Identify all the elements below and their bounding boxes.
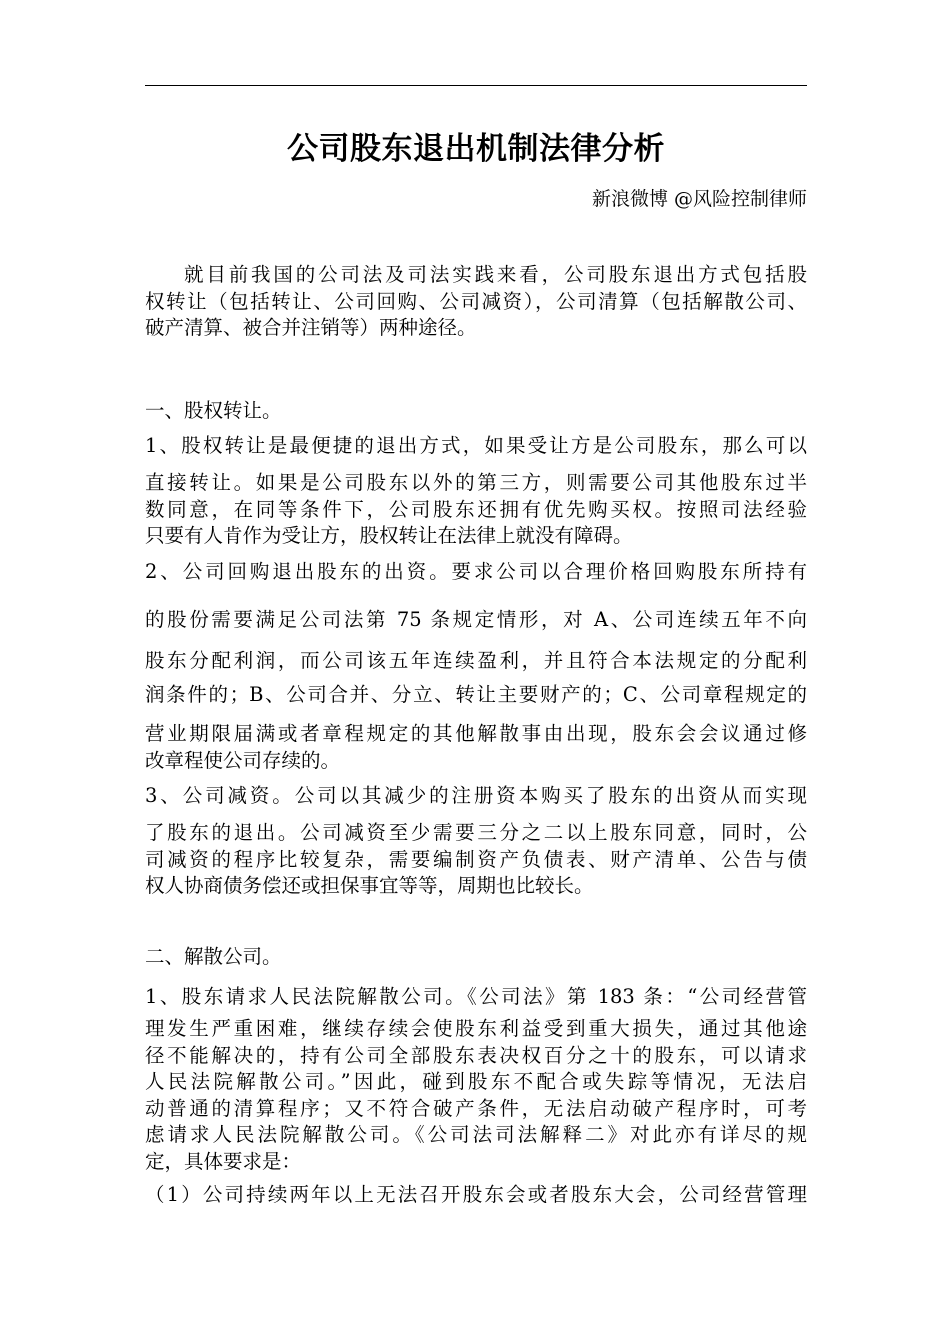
author-byline: 新浪微博 @风险控制律师 (591, 188, 807, 210)
item-line: 改章程使公司存续的。 (145, 748, 341, 772)
item-first-line: 1、股东请求人民法院解散公司。《公司法》第 183 条：“公司经营管 (145, 985, 807, 1008)
item-line: 数同意，在同等条件下，公司股东还拥有优先购买权。按照司法经验 (145, 497, 807, 521)
item-equity-transfer (145, 433, 807, 460)
item-company-buyback-line3 (145, 648, 807, 675)
section-heading-dissolution (145, 944, 807, 971)
item-line: 直接转让。如果是公司股东以外的第三方，则需要公司其他股东过半 (145, 471, 807, 494)
section-heading-equity-transfer (145, 398, 807, 425)
subitem-shareholder-meeting (145, 1182, 807, 1209)
item-equity-transfer-body (145, 470, 807, 550)
intro-line: 就目前我国的公司法及司法实践来看，公司股东退出方式包括股 (184, 263, 807, 286)
item-first-line: 3、公司减资。公司以其减少的注册资本购买了股东的出资从而实现 (145, 784, 807, 807)
item-first-line: 2、公司回购退出股东的出资。要求公司以合理价格回购股东所持有 (145, 560, 807, 583)
intro-paragraph (145, 262, 807, 342)
item-line: 股东分配利润，而公司该五年连续盈利，并且符合本法规定的分配利 (145, 649, 807, 672)
item-line: 只要有人肯作为受让方，股权转让在法律上就没有障碍。 (145, 524, 633, 547)
item-line: 润条件的；B、公司合并、分立、转让主要财产的；C、公司章程规定的 (145, 683, 807, 706)
item-line: 定，具体要求是： (145, 1149, 302, 1173)
item-line: 径不能解决的，持有公司全部股东表决权百分之十的股东，可以请求 (145, 1043, 807, 1067)
item-first-line: （1）公司持续两年以上无法召开股东会或者股东大会，公司经营管理 (145, 1183, 807, 1206)
item-company-buyback-body (145, 721, 807, 774)
intro-line: 权转让（包括转让、公司回购、公司减资），公司清算（包括解散公司、 (145, 289, 807, 313)
item-first-line: 1、股权转让是最便捷的退出方式，如果受让方是公司股东，那么可以 (145, 434, 807, 457)
item-line: 权人协商债务偿还或担保事宜等等，周期也比较长。 (145, 874, 594, 897)
item-capital-reduction-body (145, 820, 807, 900)
item-court-dissolution-body (145, 1016, 807, 1175)
intro-line: 破产清算、被合并注销等）两种途径。 (145, 316, 477, 339)
header-rule (145, 85, 807, 86)
item-company-buyback-line2 (145, 607, 807, 634)
section-heading: 一、股权转让。 (145, 399, 282, 422)
item-line: 理发生严重困难，继续存续会使股东利益受到重大损失，通过其他途 (145, 1017, 807, 1040)
item-company-buyback (145, 559, 807, 586)
item-line: 的股份需要满足公司法第 75 条规定情形，对 A、公司连续五年不向 (145, 608, 807, 631)
item-court-dissolution (145, 984, 807, 1011)
item-line: 动普通的清算程序；又不符合破产条件，无法启动破产程序时，可考 (145, 1096, 807, 1120)
item-capital-reduction (145, 783, 807, 810)
item-line: 营业期限届满或者章程规定的其他解散事由出现，股东会会议通过修 (145, 722, 807, 745)
item-line: 虑请求人民法院解散公司。《公司法司法解释二》对此亦有详尽的规 (145, 1123, 807, 1146)
item-line: 了股东的退出。公司减资至少需要三分之二以上股东同意，同时，公 (145, 821, 807, 844)
document-title: 公司股东退出机制法律分析 (287, 131, 665, 167)
item-line: 司减资的程序比较复杂，需要编制资产负债表、财产清单、公告与债 (145, 847, 807, 871)
item-company-buyback-line4 (145, 682, 807, 709)
item-line: 人民法院解散公司。”因此，碰到股东不配合或失踪等情况，无法启 (145, 1070, 807, 1093)
section-heading: 二、解散公司。 (145, 945, 282, 968)
